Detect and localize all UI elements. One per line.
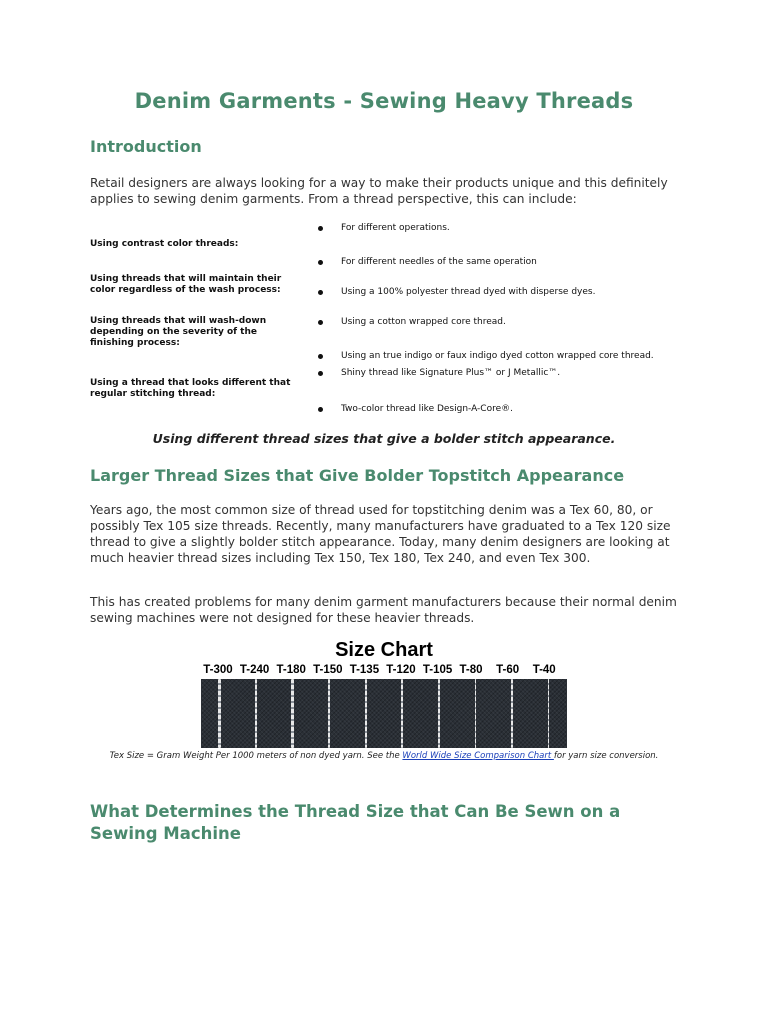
stitch-line	[328, 679, 330, 748]
bullet-icon	[318, 354, 323, 359]
stitch-line	[511, 679, 512, 748]
size-label: T-240	[239, 664, 270, 676]
introduction-paragraph: Retail designers are always looking for a way to make their products unique and this definitely applies to sewing denim garments. From a thread perspective, this can include:	[90, 176, 668, 206]
size-label: T-60	[496, 664, 520, 676]
list-label-contrast: Using contrast color threads:	[90, 239, 239, 249]
stitch-line	[548, 679, 549, 748]
list-label-different-look: Using a thread that looks different that regular stitching thread:	[90, 378, 291, 399]
bullet-item: Using an true indigo or faux indigo dyed cotton wrapped core thread.	[318, 351, 654, 361]
size-label: T-120	[386, 664, 416, 676]
determines-heading: What Determines the Thread Size that Can Be Sewn on a Sewing Machine	[90, 802, 621, 843]
bullet-item: Shiny thread like Signature Plus™ or J Metallic™.	[318, 368, 560, 378]
larger-thread-heading: Larger Thread Sizes that Give Bolder Topstitch Appearance	[90, 466, 625, 485]
size-label: T-80	[459, 664, 483, 676]
bullet-item: Using a cotton wrapped core thread.	[318, 317, 506, 327]
size-label: T-150	[313, 664, 343, 676]
page-title: Denim Garments - Sewing Heavy Threads	[134, 89, 634, 113]
size-chart-labels	[201, 664, 567, 678]
bolder-stitch-line: Using different thread sizes that give a bolder stitch appearance.	[152, 431, 616, 446]
denim-fabric-swatch	[201, 679, 567, 748]
bullet-icon	[318, 260, 323, 265]
world-wide-size-comparison-link[interactable]: World Wide Size Comparison Chart	[402, 751, 554, 761]
stitch-line	[255, 679, 258, 748]
size-chart-title: Size Chart	[335, 639, 433, 661]
stitch-line	[218, 679, 221, 748]
bullet-icon	[318, 371, 323, 376]
bullet-icon	[318, 290, 323, 295]
list-label-wash-down: Using threads that will wash-down depending on the severity of the finishing process:	[90, 316, 267, 348]
size-label: T-40	[532, 664, 556, 676]
bullet-item: For different needles of the same operation	[318, 257, 537, 267]
stitch-line	[438, 679, 440, 748]
bullet-icon	[318, 226, 323, 231]
size-label: T-180	[276, 664, 306, 676]
size-label: T-105	[422, 664, 453, 676]
stitch-line	[475, 679, 477, 748]
list-label-maintain-color: Using threads that will maintain their color regardless of the wash process:	[90, 274, 282, 295]
size-chart-caption: Tex Size = Gram Weight Per 1000 meters of non dyed yarn. See the World Wide Size Comparison Chart for yarn size conversion.	[109, 751, 659, 761]
stitch-line	[401, 679, 403, 748]
larger-thread-paragraph-1: Years ago, the most common size of thread used for topstitching denim was a Tex 60, 80, or possibly Tex 105 size threads. Recently, many manufacturers have graduated to a Tex 120 size thread to give a slightly bolder stitch appearance. Today, many denim designers are looking at much heavier thread sizes including Tex 150, Tex 180, Tex 240, and even Tex 300.	[90, 503, 671, 565]
bullet-item: Using a 100% polyester thread dyed with disperse dyes.	[318, 287, 595, 297]
bullet-icon	[318, 320, 323, 325]
larger-thread-paragraph-2: This has created problems for many denim garment manufacturers because their normal denim sewing machines were not designed for these heavier threads.	[90, 595, 677, 625]
bullet-item: Two-color thread like Design-A-Core®.	[318, 404, 513, 414]
stitch-line	[291, 679, 294, 748]
size-label: T-135	[349, 664, 380, 676]
stitch-line	[365, 679, 367, 748]
bullet-item: For different operations.	[318, 223, 450, 233]
bullet-icon	[318, 407, 323, 412]
introduction-heading: Introduction	[90, 137, 202, 156]
size-label: T-300	[203, 664, 233, 676]
